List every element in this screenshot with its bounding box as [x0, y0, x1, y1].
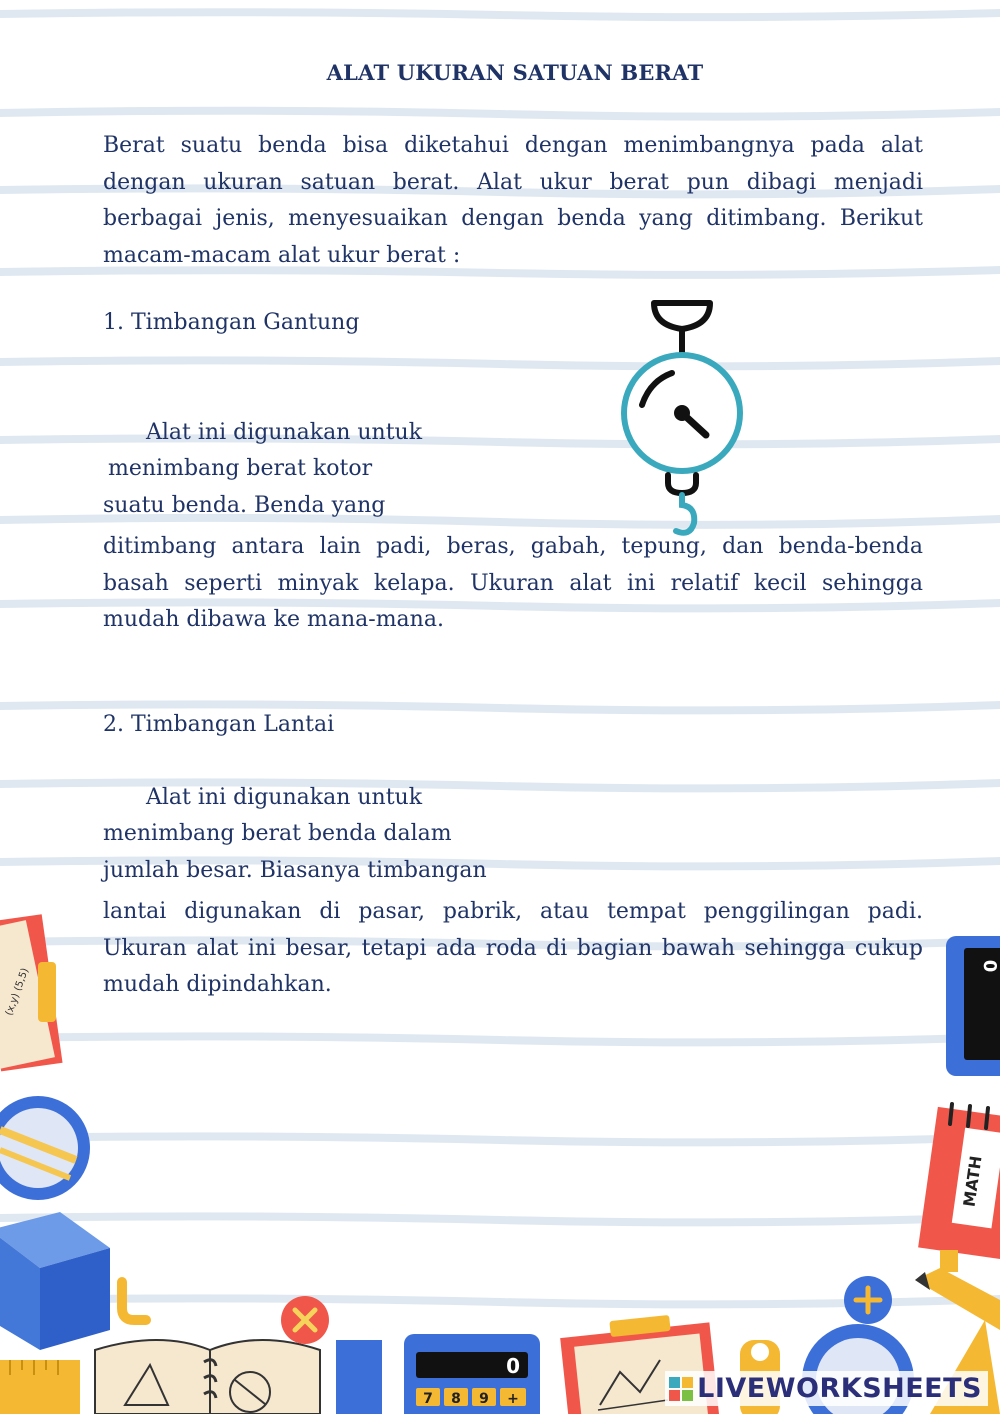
math-notebook-label: MATH — [959, 1154, 986, 1208]
calc-key: 7 — [423, 1391, 433, 1407]
page-title: ALAT UKURAN SATUAN BERAT — [326, 60, 704, 85]
liveworksheets-logo-icon — [669, 1377, 693, 1401]
calculator-display: 0 — [506, 1354, 520, 1378]
hanging-scale-icon — [610, 295, 750, 555]
section2-heading: 2. Timbangan Lantai — [103, 712, 335, 737]
section2-line: Alat ini digunakan untuk — [146, 785, 423, 810]
section1-paragraph: ditimbang antara lain padi, beras, gabah, tepung, dan benda-benda basah seperti minyak kelapa. Ukuran alat ini relatif kecil sehingga mudah dibawa ke mana-mana. — [103, 534, 923, 632]
calc-key: 9 — [479, 1391, 489, 1407]
calc-key: 8 — [451, 1391, 461, 1407]
liveworksheets-logo — [665, 1371, 988, 1406]
intro-paragraph: Berat suatu benda bisa diketahui dengan menimbangnya pada alat dengan ukuran satuan berat. Alat ukur berat pun dibagi menjadi berbagai jenis, menyesuaikan dengan benda yang ditimbang. Berikut macam-macam alat ukur berat : — [103, 133, 923, 268]
section1-line: menimbang berat kotor — [108, 456, 373, 481]
side-display-text: 0 — [979, 959, 1000, 973]
section1-line: suatu benda. Benda yang — [103, 493, 386, 518]
section2-line: jumlah besar. Biasanya timbangan — [103, 858, 487, 883]
logo-text: LIVEWORKSHEETS — [697, 1373, 982, 1404]
section2-line: menimbang berat benda dalam — [103, 821, 452, 846]
calc-key: + — [507, 1391, 519, 1407]
paper-formula-text: (x,y) (5,5) — [3, 966, 32, 1018]
section1-line: Alat ini digunakan untuk — [146, 420, 423, 445]
section2-paragraph: lantai digunakan di pasar, pabrik, atau tempat penggilingan padi. Ukuran alat ini besar, tetapi ada roda di bagian bawah sehingga cukup mudah dipindahkan. — [103, 899, 923, 997]
section1-heading: 1. Timbangan Gantung — [103, 310, 360, 335]
